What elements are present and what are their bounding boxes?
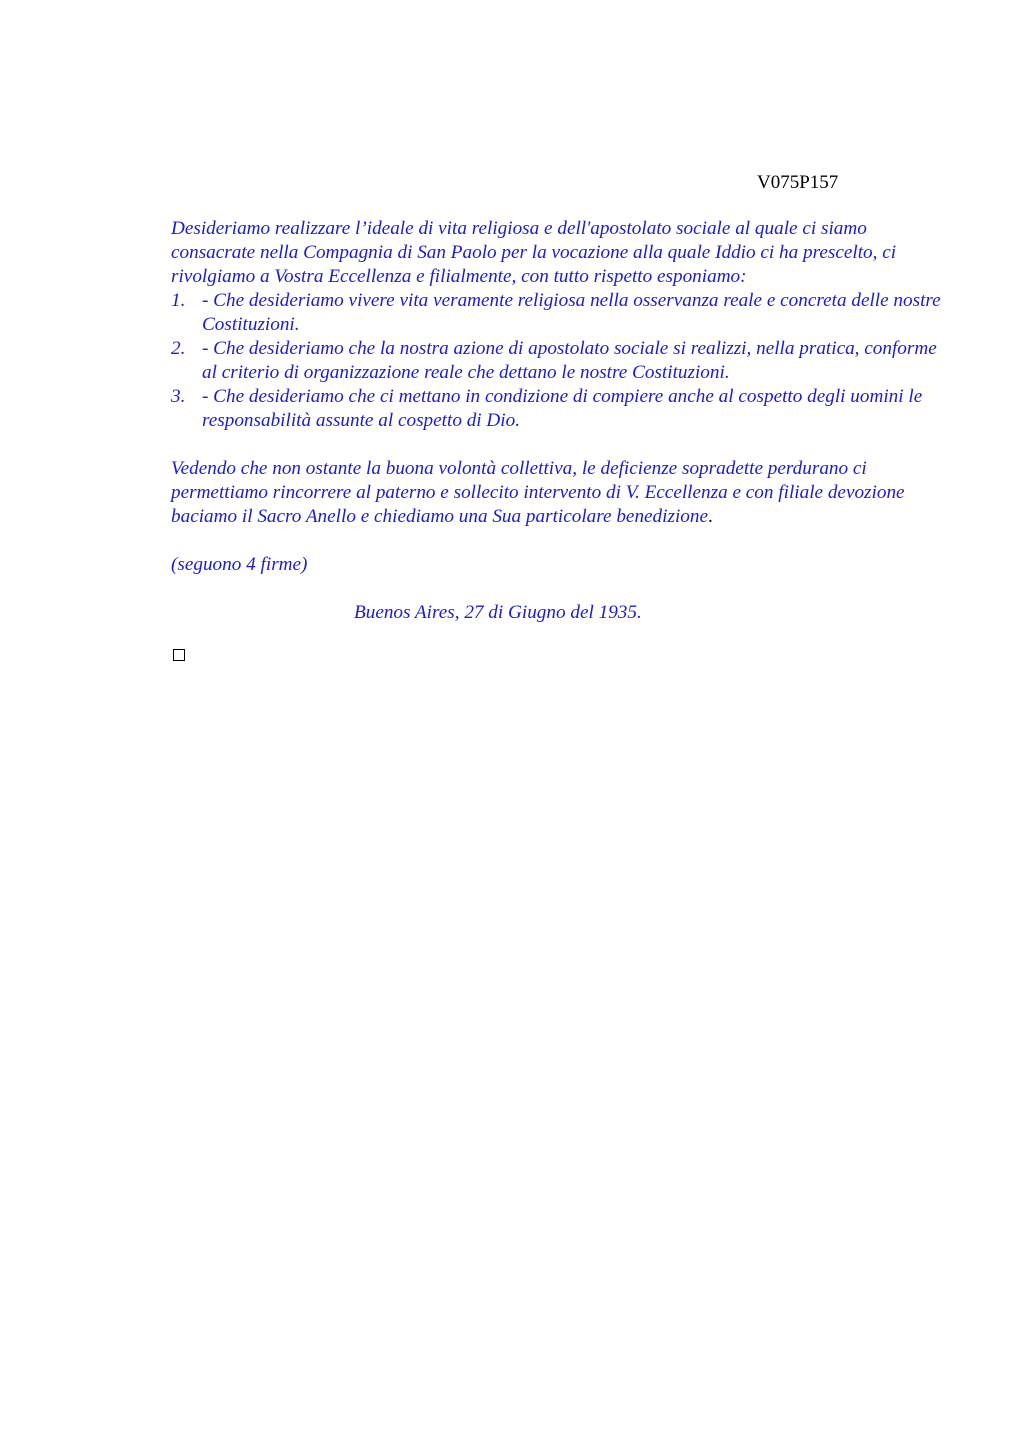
closing-text: Vedendo che non ostante la buona volontà collettiva, le deficienze sopradette perdurano ci permettiamo rincorrere al paterno e sollecito intervento di V. Eccellenza e con filiale devozione baciamo il Sacro Anello e chiediamo una Sua particolare benedizione bbox=[171, 458, 905, 527]
list-item-text: - Che desideriamo che la nostra azione di apostolato sociale si realizzi, nella pratica, conforme al criterio di organizzazione reale che dettano le nostre Costituzioni. bbox=[202, 338, 937, 383]
list-item-text: - Che desideriamo vivere vita veramente religiosa nella osservanza reale e concreta delle nostre Costituzioni. bbox=[202, 290, 941, 335]
list-item-text: - Che desideriamo che ci mettano in condizione di compiere anche al cospetto degli uomini le responsabilità assunte al cospetto di Dio. bbox=[202, 386, 923, 431]
document-reference: V075P157 bbox=[757, 172, 839, 193]
list-item-number: 1. bbox=[171, 290, 186, 311]
list-item bbox=[171, 385, 941, 433]
list-item-number: 2. bbox=[171, 338, 186, 359]
list-item bbox=[171, 337, 941, 385]
list-item bbox=[171, 289, 941, 337]
signatures-note: (seguono 4 firme) bbox=[171, 554, 308, 575]
date-line: Buenos Aires, 27 di Giugno del 1935. bbox=[354, 602, 642, 623]
checkbox-square bbox=[173, 649, 185, 661]
request-list bbox=[171, 289, 941, 433]
intro-paragraph: Desideriamo realizzare l’ideale di vita religiosa e dell'apostolato sociale al quale ci siamo consacrate nella Compagnia di San Paolo per la vocazione alla quale Iddio ci ha prescelto, ci rivolgiamo a Vostra Eccellenza e filialmente, con tutto rispetto esponiamo: bbox=[171, 218, 897, 287]
letter-body bbox=[171, 217, 941, 625]
closing-period: . bbox=[707, 506, 713, 527]
list-item-number: 3. bbox=[171, 386, 186, 407]
closing-paragraph bbox=[171, 457, 941, 529]
